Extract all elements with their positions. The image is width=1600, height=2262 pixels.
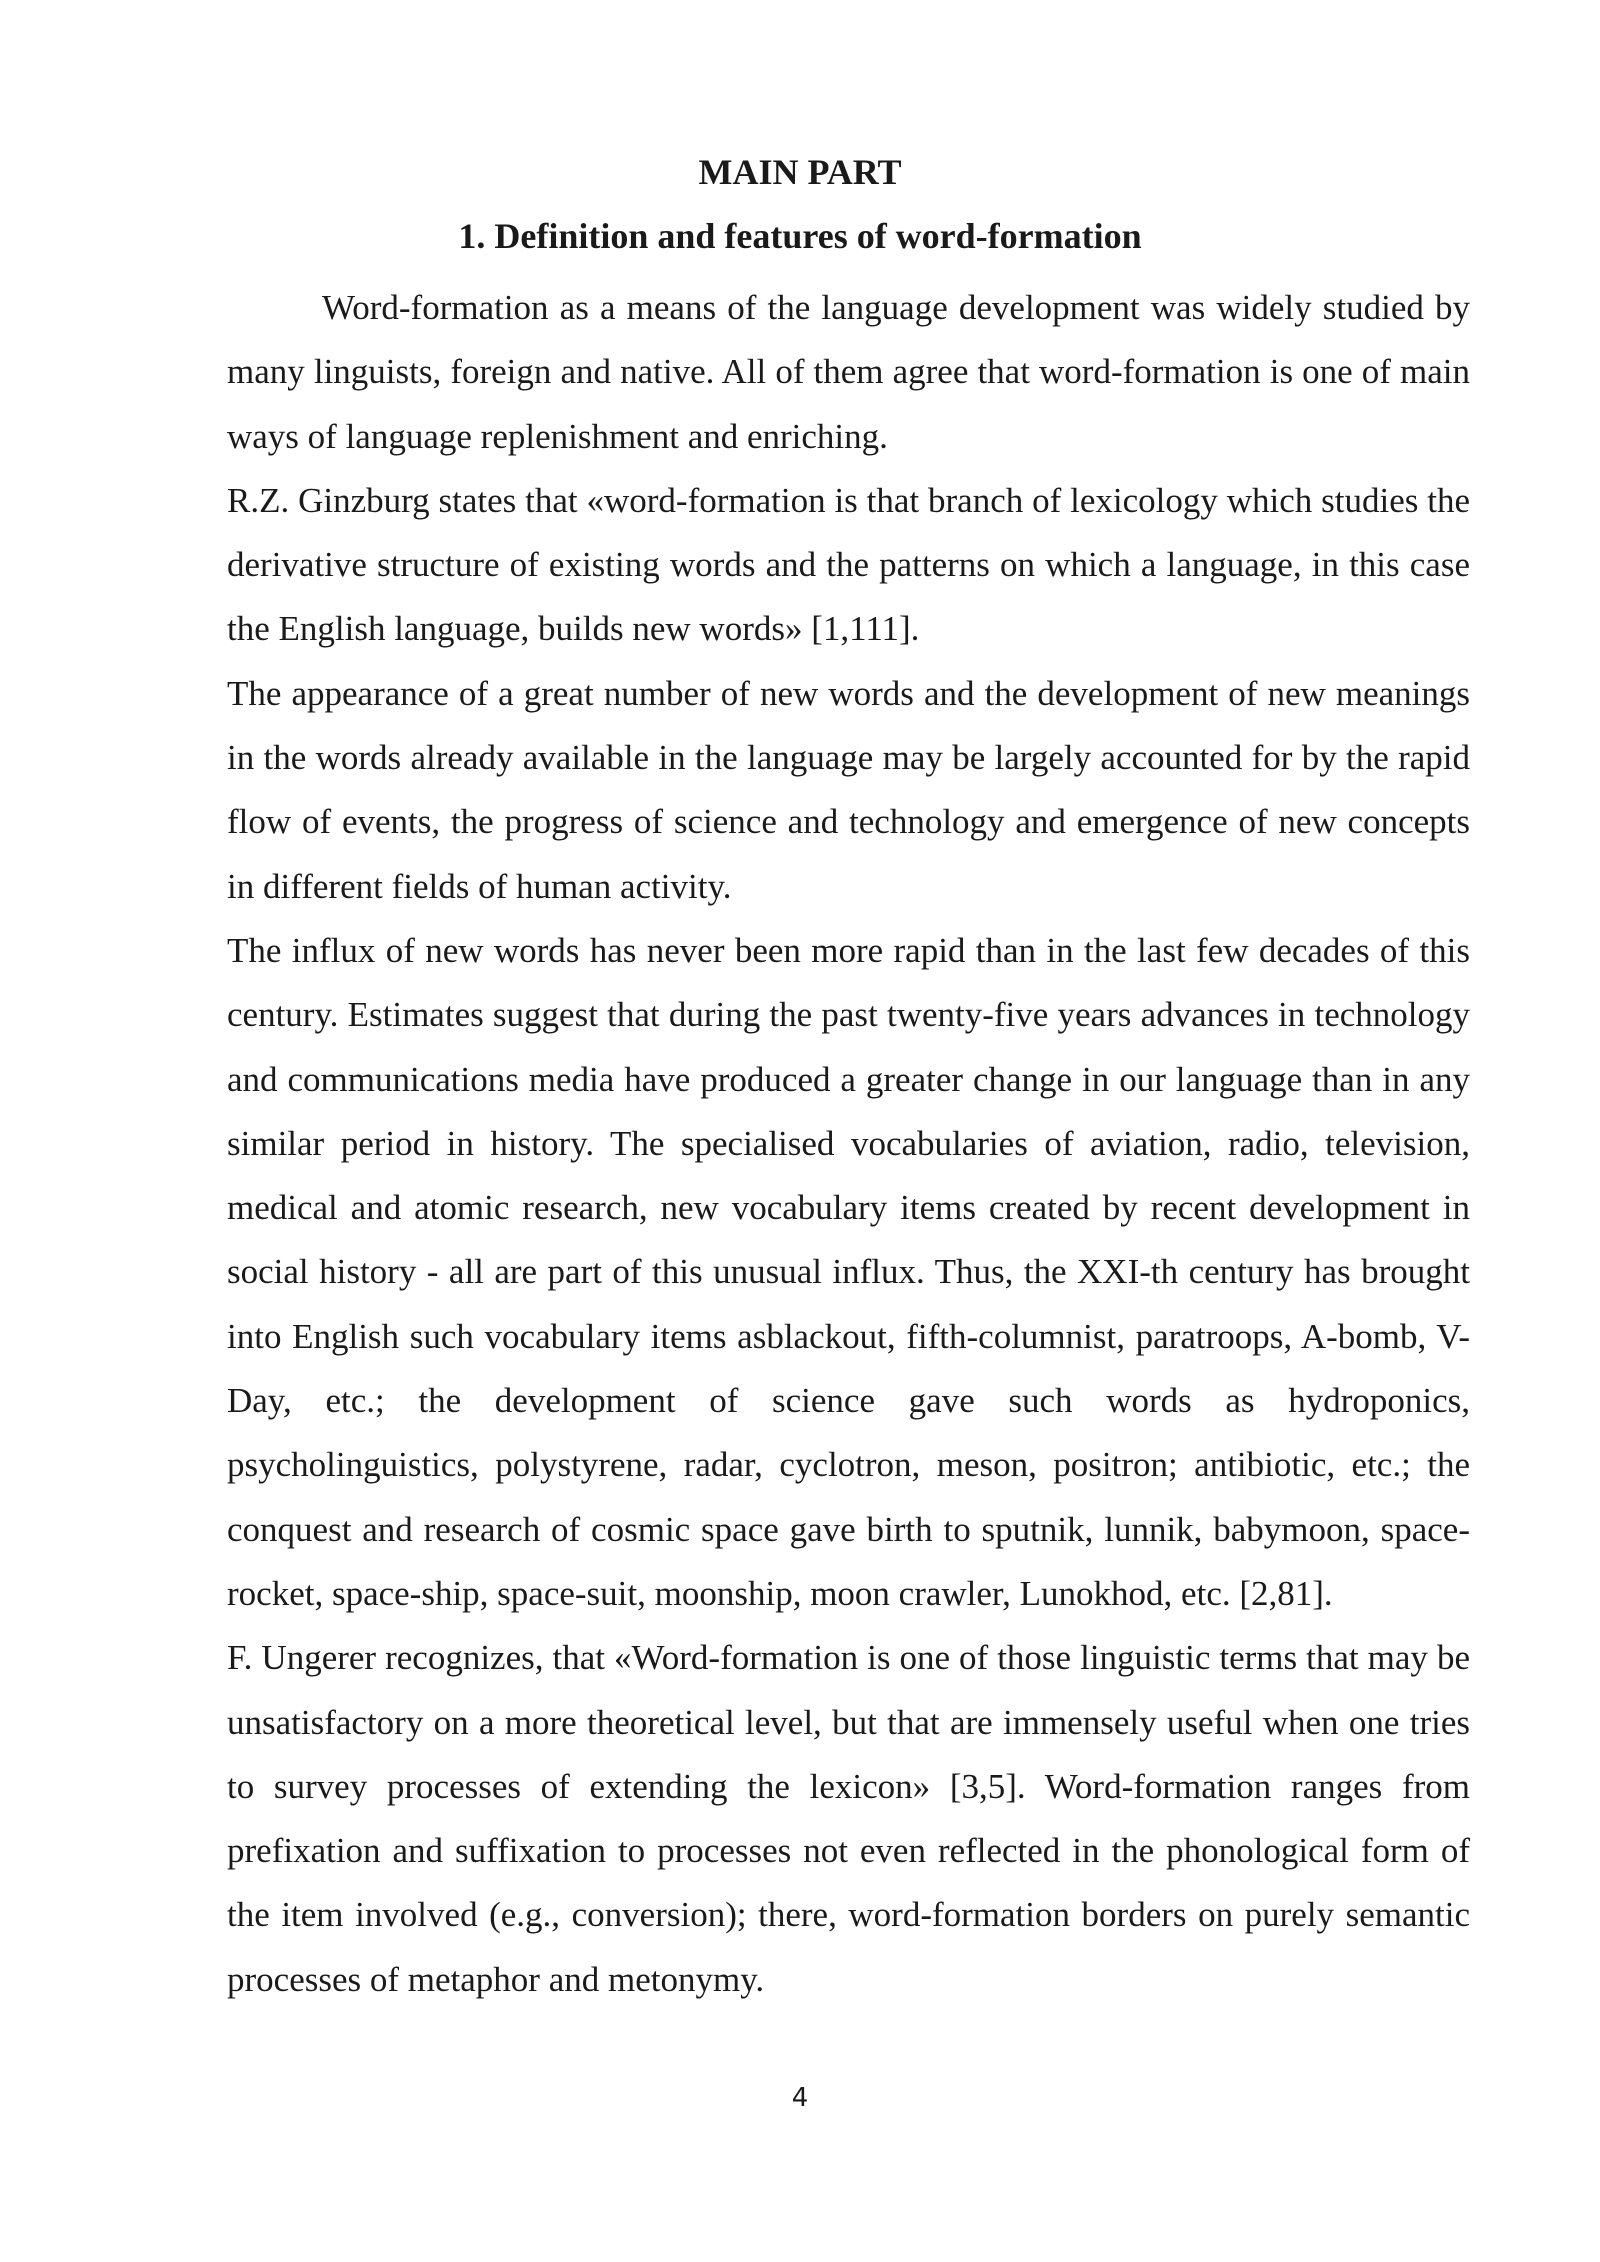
body-text [227,276,1470,2012]
paragraph-1: Word-formation as a means of the language development was widely studied by many linguists, foreign and native. All of them agree that word-formation is one of main ways of language replenishment and enriching. [227,288,1470,456]
paragraph-4: The influx of new words has never been more rapid than in the last few decades of this century. Estimates suggest that during the past twenty-five years advances in technology and communications media have produced a greater change in our language than in any similar period in history. The specialised vocabularies of aviation, radio, television, medical and atomic research, new vocabulary items created by recent development in social history - all are part of this unusual influx. Thus, the XXI-th century has brought into English such vocabulary items asblackout, fifth-columnist, paratroops, A-bomb, V-Day, etc.; the development of science gave such words as hydroponics, psycholinguistics, polystyrene, radar, cyclotron, meson, positron; antibiotic, etc.; the conquest and research of cosmic space gave birth to sputnik, lunnik, babymoon, space-rocket, space-ship, space-suit, moonship, moon crawler, Lunokhod, etc. [2,81]. [227,930,1470,1613]
page-title: MAIN PART [698,152,902,192]
paragraph-5: F. Ungerer recognizes, that «Word-formation is one of those linguistic terms that may be unsatisfactory on a more theoretical level, but that are immensely useful when one tries to survey processes of extending the lexicon» [3,5]. Word-formation ranges from prefixation and suffixation to processes not even reflected in the phonological form of the item involved (e.g., conversion); there, word-formation borders on purely semantic processes of metaphor and metonymy. [227,1638,1470,1999]
page-number: 4 [791,2083,809,2113]
paragraph-2: R.Z. Ginzburg states that «word-formation is that branch of lexicology which studies the derivative structure of existing words and the patterns on which a language, in this case the English language, builds new words» [1,111]. [227,480,1470,649]
section-heading: 1. Definition and features of word-formation [458,216,1142,256]
paragraph-3: The appearance of a great number of new words and the development of new meanings in the words already available in the language may be largely accounted for by the rapid flow of events, the progress of science and technology and emergence of new concepts in different fields of human activity. [227,673,1470,906]
